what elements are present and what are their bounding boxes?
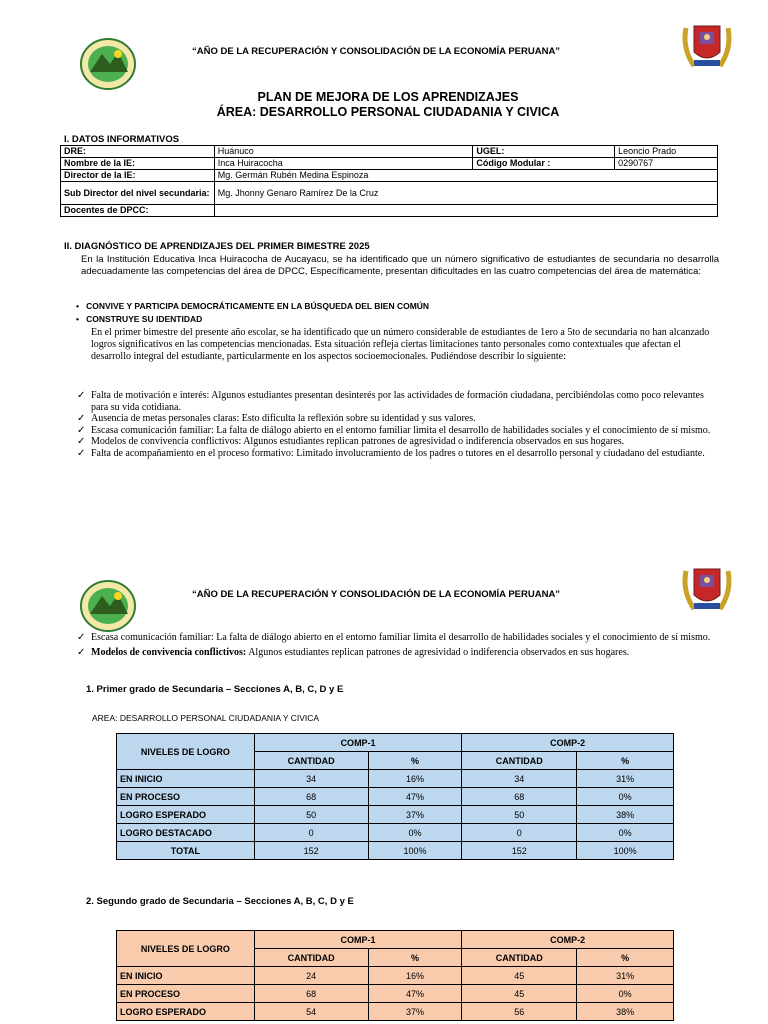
dre-value: Huánuco	[214, 146, 473, 158]
check-item: ✓ Ausencia de metas personales claras: Esto dificulta la reflexión sobre su identidad y sus valores.	[77, 413, 476, 424]
competency-bullets	[76, 300, 429, 326]
bullet-convive: CONVIVE Y PARTICIPA DEMOCRÁTICAMENTE EN LA BÚSQUEDA DEL BIEN COMÚN	[86, 301, 430, 311]
table-row: LOGRO ESPERADO 54 37% 56 38%	[117, 1003, 674, 1021]
grade-1-heading: 1. Primer grado de Secundaria – Secciones A, B, C, D y E	[86, 684, 344, 695]
pct-header: %	[368, 949, 462, 967]
bullet-dot-icon: •	[76, 301, 87, 311]
bullet-dot-icon: •	[76, 314, 87, 324]
info-row-docentes	[61, 205, 718, 217]
check-icon: ✓	[77, 447, 86, 459]
table-row: EN INICIO 24 16% 45 31%	[117, 967, 674, 985]
section-2-heading: II. DIAGNÓSTICO DE APRENDIZAJES DEL PRIMER BIMESTRE 2025	[64, 241, 370, 252]
codigo-modular-label: Código Modular :	[473, 158, 615, 170]
header-motto: “AÑO DE LA RECUPERACIÓN Y CONSOLIDACIÓN DE LA ECONOMÍA PERUANA”	[192, 46, 561, 57]
grade-2-heading: 2. Segundo grado de Secundaria – Secciones A, B, C, D y E	[86, 896, 354, 907]
table-row: LOGRO ESPERADO 50 37% 50 38%	[117, 806, 674, 824]
header-motto-page2: “AÑO DE LA RECUPERACIÓN Y CONSOLIDACIÓN DE LA ECONOMÍA PERUANA”	[192, 589, 561, 600]
table-header-row	[117, 931, 674, 949]
subdirector-value: Mg. Jhonny Genaro Ramírez De la Cruz	[214, 182, 717, 205]
check-item: ✓ Modelos de convivencia conflictivos: Algunos estudiantes replican patrones de agresividad o indiferencia observados en sus hogares.	[77, 646, 630, 658]
table-row: EN INICIO 34 16% 34 31%	[117, 770, 674, 788]
ugel-value: Leoncio Prado	[615, 146, 718, 158]
table-row: EN PROCESO 68 47% 45 0%	[117, 985, 674, 1003]
check-icon: ✓	[77, 632, 86, 643]
check-item: ✓ Escasa comunicación familiar: La falta de diálogo abierto en el entorno familiar limita el desarrollo de habilidades sociales y el conocimiento de sí mismo.	[77, 632, 711, 643]
check-icon: ✓	[77, 646, 86, 658]
bullet-item	[76, 313, 429, 326]
grade-2-table	[116, 930, 674, 1021]
check-item: ✓ Falta de acompañamiento en el proceso formativo: Limitado involucramiento de los padres o tutores en el desarrollo personal y ciudadano del estudiante.	[77, 447, 705, 459]
check-item: ✓ Modelos de convivencia conflictivos: Algunos estudiantes replican patrones de agresividad o indiferencia observados en sus hogares.	[77, 436, 625, 447]
pct-header: %	[577, 752, 674, 770]
bullet-identidad: CONSTRUYE SU IDENTIDAD	[86, 314, 203, 324]
check-icon: ✓	[77, 424, 86, 436]
ugel-label: UGEL:	[473, 146, 615, 158]
table-row: EN PROCESO 68 47% 68 0%	[117, 788, 674, 806]
check-icon: ✓	[77, 413, 86, 424]
comp1-header: COMP-1	[254, 931, 462, 949]
cantidad-header: CANTIDAD	[254, 752, 368, 770]
ugel-logo-page2	[80, 580, 136, 632]
bullet-item	[76, 300, 429, 313]
section-1-heading: I. DATOS INFORMATIVOS	[64, 134, 180, 145]
ie-value: Inca Huiracocha	[214, 158, 473, 170]
grade-1-table	[116, 733, 674, 860]
info-row-subdirector	[61, 182, 718, 205]
subdirector-label: Sub Director del nivel secundaria:	[61, 182, 215, 205]
niveles-header: NIVELES DE LOGRO	[117, 734, 255, 770]
school-crest	[680, 18, 734, 72]
codigo-modular-value: 0290767	[615, 158, 718, 170]
title-line-1: PLAN DE MEJORA DE LOS APRENDIZAJES	[257, 90, 519, 104]
area-label: AREA: DESARROLLO PERSONAL CIUDADANIA Y CIVICA	[92, 713, 320, 723]
info-row-director	[61, 170, 718, 182]
check-icon: ✓	[77, 436, 86, 447]
diagnostic-intro: En la Institución Educativa Inca Huiracocha de Aucayacu, se ha identificado que un número significativo de estudiantes de secundaria no desarrolla adecuadamente las competencias del área de DPCC, Específicamente, presentan dificultades en las cuatro competencias del área de matemática:	[81, 254, 719, 277]
info-row-dre	[61, 146, 718, 158]
diagnostic-checklist	[75, 390, 721, 459]
niveles-header: NIVELES DE LOGRO	[117, 931, 255, 967]
table-header-row	[117, 734, 674, 752]
docentes-value	[214, 205, 717, 217]
diagnostic-paragraph: En el primer bimestre del presente año escolar, se ha identificado que un número considerable de estudiantes de 1ero a 5to de secundaria no han alcanzado logros significativos en las competencias mencionadas. Esta situación refleja ciertas limitaciones tanto personales como contextuales que afectan el desarrollo integral del estudiante, particularmente en los aspectos socioemocionales. Pudiéndose describir lo siguiente:	[91, 327, 710, 362]
dre-label: DRE:	[61, 146, 215, 158]
info-row-ie	[61, 158, 718, 170]
plan-title	[0, 90, 768, 120]
director-value: Mg. Germán Rubén Medina Espinoza	[214, 170, 717, 182]
check-item: ✓ Escasa comunicación familiar: La falta de diálogo abierto en el entorno familiar limita el desarrollo de habilidades sociales y el conocimiento de sí mismo.	[77, 424, 711, 436]
table-row: LOGRO DESTACADO 0 0% 0 0%	[117, 824, 674, 842]
pct-header: %	[577, 949, 674, 967]
cantidad-header: CANTIDAD	[462, 752, 577, 770]
check-item: ✓ Falta de motivación e interés: Algunos estudiantes presentan desinterés por las actividades de formación ciudadana, percibiéndolas como poco relevantes para su vida cotidiana.	[77, 390, 704, 413]
cantidad-header: CANTIDAD	[462, 949, 577, 967]
page2-checklist	[75, 632, 721, 658]
title-line-2: ÁREA: DESARROLLO PERSONAL CIUDADANIA Y CIVICA	[216, 105, 560, 119]
pct-header: %	[368, 752, 462, 770]
check-icon: ✓	[77, 390, 86, 401]
docentes-label: Docentes de DPCC:	[61, 205, 215, 217]
comp2-header: COMP-2	[462, 734, 674, 752]
ie-label: Nombre de la IE:	[61, 158, 215, 170]
cantidad-header: CANTIDAD	[254, 949, 368, 967]
comp1-header: COMP-1	[254, 734, 462, 752]
ugel-logo	[80, 38, 136, 90]
info-table	[60, 145, 718, 217]
director-label: Director de la IE:	[61, 170, 215, 182]
table-total-row: TOTAL 152 100% 152 100%	[117, 842, 674, 860]
school-crest-page2	[680, 561, 734, 615]
comp2-header: COMP-2	[462, 931, 674, 949]
